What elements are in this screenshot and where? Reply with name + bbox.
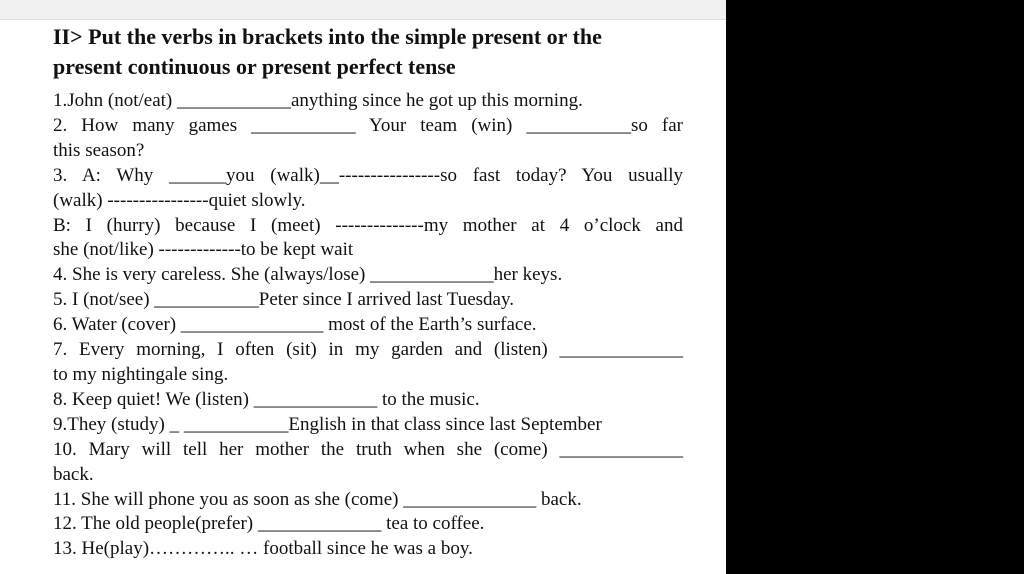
exercise-line: 13. He(play)………….. … football since he was a boy. xyxy=(53,538,473,560)
exercise-line: 10. Mary will tell her mother the truth when she (come) _____________ xyxy=(53,438,683,460)
exercise-line: back. xyxy=(53,463,94,485)
exercise-line: 4. She is very careless. She (always/lose) _____________her keys. xyxy=(53,264,563,286)
exercise-line: 6. Water (cover) _______________ most of the Earth’s surface. xyxy=(53,314,537,336)
viewer-top-bar xyxy=(0,0,726,20)
exercise-line: she (not/like) -------------to be kept wait xyxy=(53,239,354,261)
exercise-line: 7. Every morning, I often (sit) in my garden and (listen) _____________ xyxy=(53,339,683,361)
exercise-line: 8. Keep quiet! We (listen) _____________ to the music. xyxy=(53,388,480,410)
black-side-area xyxy=(726,0,1024,574)
heading-line-1: II> Put the verbs in brackets into the simple present or the xyxy=(53,24,602,49)
exercise-heading xyxy=(53,22,683,82)
exercise-body xyxy=(53,89,683,562)
exercise-line: (walk) ----------------quiet slowly. xyxy=(53,189,306,211)
exercise-line: 2. How many games ___________ Your team (win) ___________so far xyxy=(53,114,683,136)
exercise-document xyxy=(53,22,683,562)
exercise-line: 3. A: Why ______you (walk)__----------------so fast today? You usually xyxy=(53,164,683,186)
heading-line-2: present continuous or present perfect tense xyxy=(53,54,456,79)
exercise-line: this season? xyxy=(53,139,145,161)
exercise-line: 1.John (not/eat) ____________anything since he got up this morning. xyxy=(53,90,583,111)
exercise-line: 11. She will phone you as soon as she (come) ______________ back. xyxy=(53,488,582,510)
exercise-line: 9.They (study) _ ___________English in that class since last September xyxy=(53,413,602,435)
exercise-line: B: I (hurry) because I (meet) --------------my mother at 4 o’clock and xyxy=(53,214,683,236)
exercise-line: to my nightingale sing. xyxy=(53,363,229,385)
exercise-line: 12. The old people(prefer) _____________ tea to coffee. xyxy=(53,513,485,535)
exercise-line: 5. I (not/see) ___________Peter since I arrived last Tuesday. xyxy=(53,289,515,311)
